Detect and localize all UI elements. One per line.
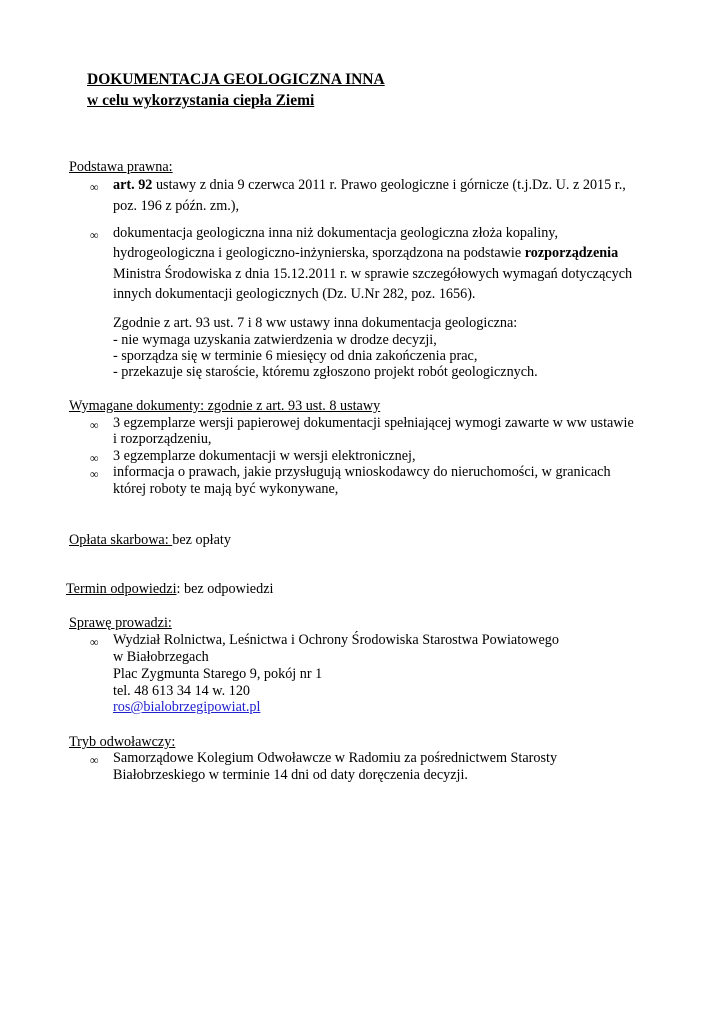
response-time-value: : bez odpowiedzi (176, 581, 274, 597)
office-city: w Białobrzegach (113, 649, 209, 665)
fee-line (69, 532, 231, 549)
title-line-2: w celu wykorzystania ciepła Ziemi (87, 92, 315, 109)
bullet-icon: ∞ (90, 228, 99, 242)
required-doc-1-line-2: i rozporządzeniu, (113, 431, 212, 447)
legal-item-2-line-4: innych dokumentacji geologicznych (Dz. U.Nr 282, poz. 1656). (113, 286, 476, 302)
appeal-line-1: Samorządowe Kolegium Odwoławcze w Radomiu za pośrednictwem Starosty (113, 750, 558, 766)
response-time-label: Termin odpowiedzi (66, 581, 177, 597)
legal-basis-heading: Podstawa prawna: (69, 159, 173, 175)
bullet-icon: ∞ (90, 753, 99, 767)
fee-value: bez opłaty (172, 532, 231, 548)
appeal-heading: Tryb odwoławczy: (69, 734, 176, 750)
title-line-1: DOKUMENTACJA GEOLOGICZNA INNA (87, 71, 385, 88)
response-time-line (66, 581, 273, 598)
legal-item-2-line-2 (113, 245, 618, 262)
required-doc-3-line-2: której roboty te mają być wykonywane, (113, 481, 339, 497)
fee-label: Opłata skarbowa: (69, 532, 173, 548)
legal-note-point: - nie wymaga uzyskania zatwierdzenia w drodze decyzji, (113, 332, 437, 348)
required-doc-3-line-1: informacja o prawach, jakie przysługują wnioskodawcy do nieruchomości, w granicach (113, 464, 611, 480)
appeal-line-2: Białobrzeskiego w terminie 14 dni od daty doręczenia decyzji. (113, 767, 468, 783)
office-email-wrap (113, 699, 260, 716)
legal-item-1-bold: art. 92 (113, 177, 153, 193)
office-email-link[interactable]: ros@bialobrzegipowiat.pl (113, 699, 261, 715)
legal-note-intro: Zgodnie z art. 93 ust. 7 i 8 ww ustawy inna dokumentacja geologiczna: (113, 315, 518, 331)
bullet-icon: ∞ (90, 418, 99, 432)
bullet-icon: ∞ (90, 451, 99, 465)
legal-item-2-line-3: Ministra Środowiska z dnia 15.12.2011 r. w sprawie szczegółowych wymagań dotyczących (113, 266, 633, 282)
required-docs-heading: Wymagane dokumenty: zgodnie z art. 93 ust. 8 ustawy (69, 398, 381, 414)
legal-item-2-bold: rozporządzenia (524, 245, 619, 261)
legal-item-2-text: hydrogeologiczna i geologiczno-inżynierska, sporządzona na podstawie (113, 245, 525, 261)
required-doc-1-line-1: 3 egzemplarze wersji papierowej dokumentacji spełniającej wymogi zawarte w ww ustawie (113, 415, 634, 431)
required-doc-2: 3 egzemplarze dokumentacji w wersji elektronicznej, (113, 448, 416, 464)
legal-item-2-line-1: dokumentacja geologiczna inna niż dokumentacja geologiczna złoża kopaliny, (113, 225, 559, 241)
legal-item-1-line-1 (113, 177, 626, 194)
legal-note-point: - sporządza się w terminie 6 miesięcy od dnia zakończenia prac, (113, 348, 478, 364)
bullet-icon: ∞ (90, 635, 99, 649)
office-name: Wydział Rolnictwa, Leśnictwa i Ochrony Środowiska Starostwa Powiatowego (113, 632, 559, 648)
office-address: Plac Zygmunta Starego 9, pokój nr 1 (113, 666, 323, 682)
legal-note-point: - przekazuje się staroście, któremu zgłoszono projekt robót geologicznych. (113, 364, 538, 380)
handled-by-heading: Sprawę prowadzi: (69, 615, 172, 631)
legal-item-1-line-2: poz. 196 z późn. zm.), (113, 198, 240, 214)
bullet-icon: ∞ (90, 180, 99, 194)
bullet-icon: ∞ (90, 467, 99, 481)
office-phone: tel. 48 613 34 14 w. 120 (113, 683, 251, 699)
legal-item-1-text: ustawy z dnia 9 czerwca 2011 r. Prawo geologiczne i górnicze (t.j.Dz. U. z 2015 r., (152, 177, 626, 193)
